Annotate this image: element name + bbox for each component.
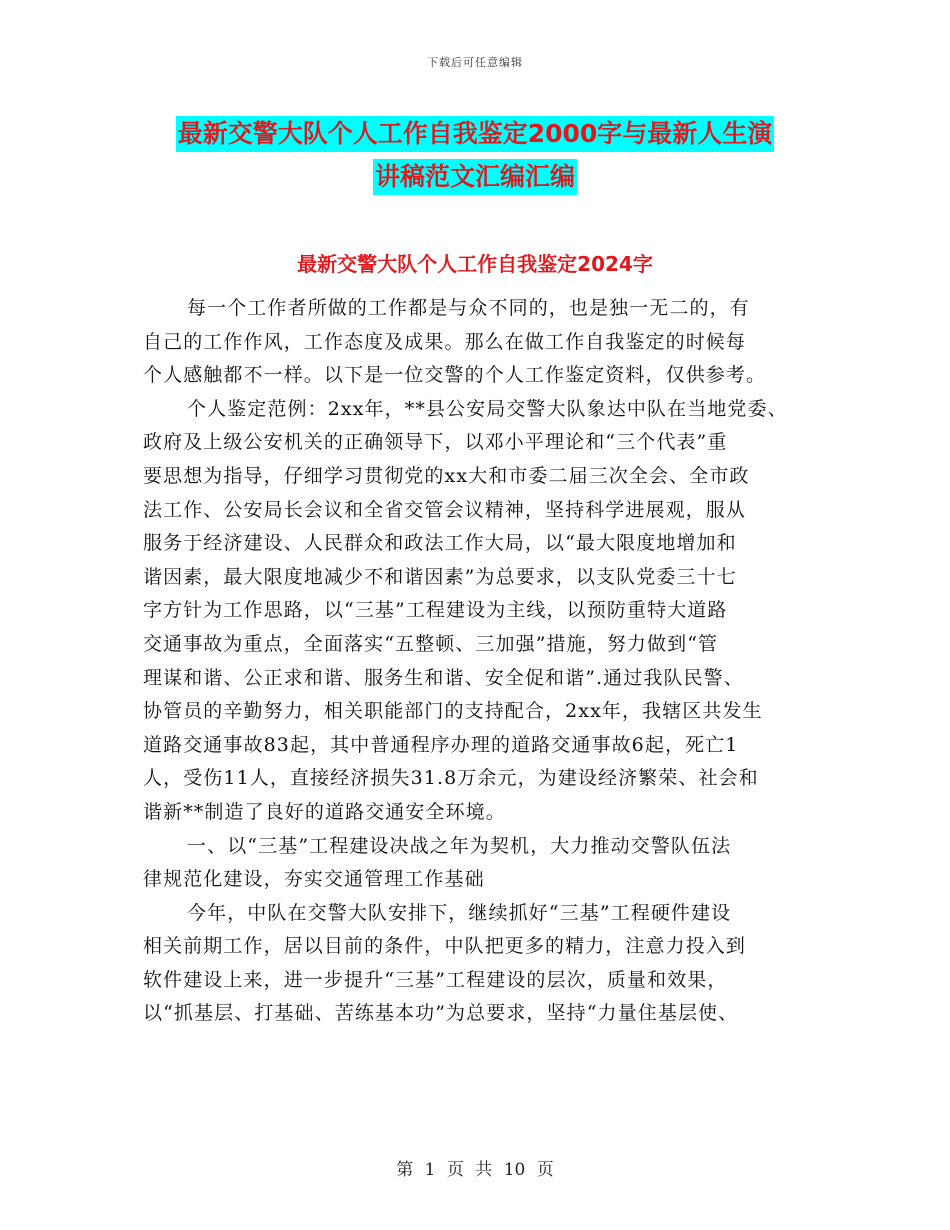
body-line: 软件建设上来，进一步提升“三基”工程建设的层次，质量和效果， <box>143 968 728 991</box>
page-footer: 第 1 页 共 10 页 <box>396 1160 554 1180</box>
body-line: 自己的工作作风，工作态度及成果。那么在做工作自我鉴定的时候每 <box>143 330 747 353</box>
body-line: 每一个工作者所做的工作都是与众不同的，也是独一无二的，有 <box>187 297 750 319</box>
body-line: 个人鉴定范例：2xx年，**县公安局交警大队象达中队在当地党委、 <box>187 397 788 420</box>
body-line: 谐新**制造了良好的道路交通安全环境。 <box>143 800 506 823</box>
document-title <box>0 112 950 198</box>
title-line-1: 最新交警大队个人工作自我鉴定2000字与最新人生演 <box>176 116 775 152</box>
body-line: 法工作、公安局长会议和全省交管会议精神，坚持科学进展观，服从 <box>143 498 747 521</box>
body-line: 协管员的辛勤努力，相关职能部门的支持配合，2xx年，我辖区共发生 <box>143 700 763 723</box>
body-line: 一、以“三基”工程建设决战之年为契机，大力推动交警队伍法 <box>187 834 732 857</box>
body-line: 个人感触都不一样。以下是一位交警的个人工作鉴定资料，仅供参考。 <box>143 364 767 387</box>
body-line: 以“抓基层、打基础、苦练基本功”为总要求，坚持“力量住基层使、 <box>143 1002 739 1025</box>
body-line: 今年，中队在交警大队安排下，继续抓好“三基”工程硬件建设 <box>187 901 732 924</box>
body-line: 道路交通事故83起，其中普通程序办理的道路交通事故6起，死亡1 <box>143 733 739 756</box>
title-line-2: 讲稿范文汇编汇编 <box>373 159 577 195</box>
body-line: 字方针为工作思路，以“三基”工程建设为主线，以预防重特大道路 <box>143 599 728 622</box>
section-title: 最新交警大队个人工作自我鉴定2024字 <box>297 252 653 276</box>
body-line: 要思想为指导，仔细学习贯彻党的xx大和市委二届三次全会、全市政 <box>143 464 750 487</box>
body-line: 服务于经济建设、人民群众和政法工作大局，以“最大限度地增加和 <box>143 532 737 555</box>
body-line: 人，受伤11人，直接经济损失31.8万余元，为建设经济繁荣、社会和 <box>143 767 759 790</box>
body-line: 谐因素，最大限度地减少不和谐因素”为总要求，以支队党委三十七 <box>143 565 737 588</box>
body-line: 理谋和谐、公正求和谐、服务生和谐、安全促和谐”.通过我队民警、 <box>143 666 744 689</box>
body-line: 相关前期工作，居以目前的条件，中队把更多的精力，注意力投入到 <box>143 935 747 958</box>
body-text <box>143 292 833 1031</box>
page-header: 下载后可任意编辑 <box>427 56 523 69</box>
body-line: 律规范化建设，夯实交通管理工作基础 <box>143 868 485 891</box>
body-line: 交通事故为重点，全面落实“五整顿、三加强”措施，努力做到“管 <box>143 632 719 655</box>
body-line: 政府及上级公安机关的正确领导下，以邓小平理论和“三个代表”重 <box>143 431 728 454</box>
